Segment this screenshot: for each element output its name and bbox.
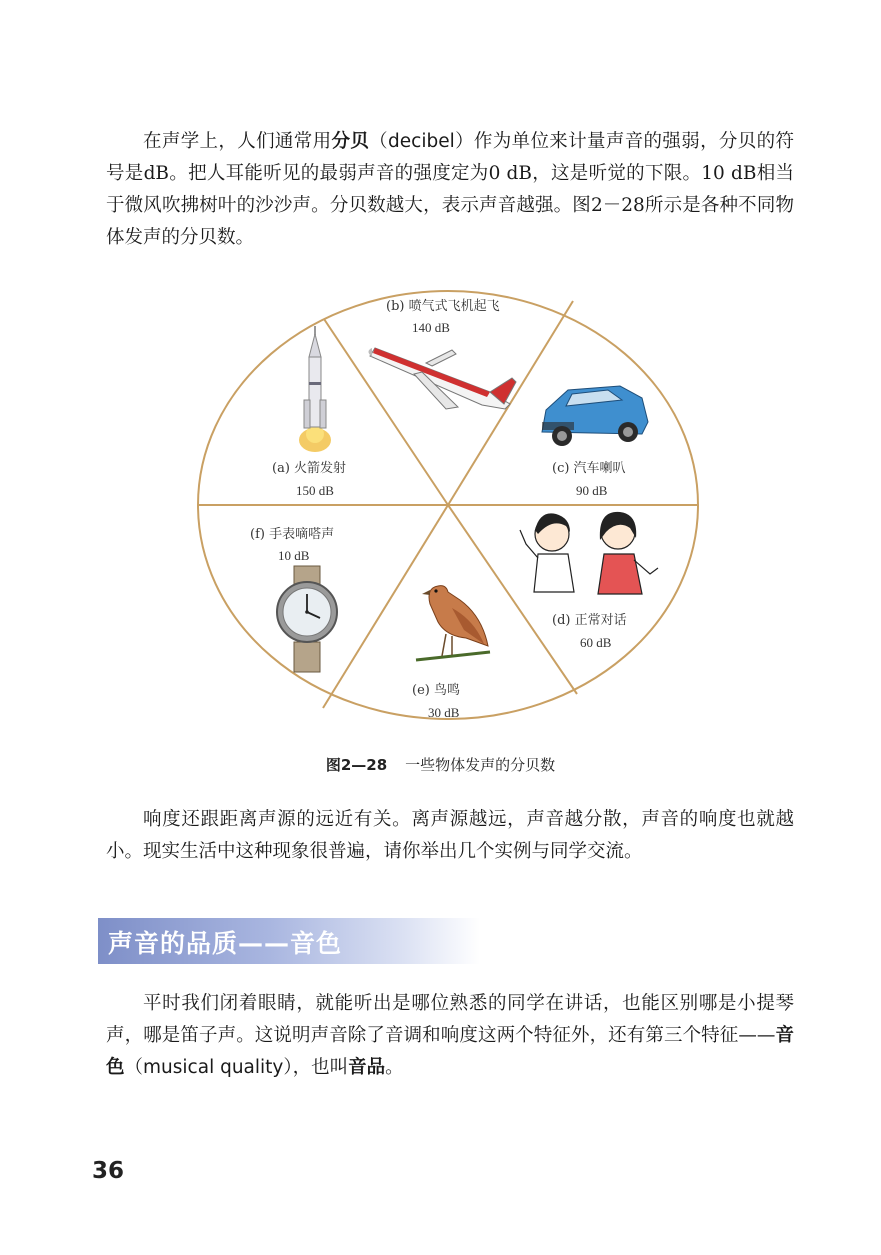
sector-value-watch: 10 dB — [278, 548, 310, 563]
figure-caption-text: 一些物体发声的分贝数 — [405, 756, 556, 774]
timbre-paragraph — [106, 988, 794, 1084]
sector-label-watch: (f) 手表嘀嗒声 — [250, 527, 335, 542]
decibel-pie-figure — [190, 282, 710, 742]
sector-label-jet: (b) 喷气式飞机起飞 — [386, 299, 500, 314]
section-heading: 声音的品质——音色 — [108, 929, 343, 958]
sector-label-bird: (e) 鸟鸣 — [412, 683, 460, 698]
text: 。 — [385, 1057, 404, 1078]
text: ），也叫 — [283, 1057, 349, 1078]
figure-caption — [0, 754, 881, 775]
term-decibel-en: decibel — [388, 131, 455, 152]
sector-label-conversation: (d) 正常对话 — [552, 613, 627, 628]
text: 在声学上，人们通常用 — [143, 131, 332, 152]
text: ）作为单位来计量声音的强弱，分贝的符号是dB。把人耳能听见的最弱声音的强度定为0 dB，这是听觉的下限。10 dB相当于微风吹拂树叶的沙沙声。分贝数越大，表示声音越强。图2－28所示是各种不同物体发声的分贝数。 — [106, 131, 794, 248]
sector-value-car: 90 dB — [576, 483, 608, 498]
term-timbre-zh: 音色 — [106, 1025, 794, 1078]
pie-diagram — [190, 282, 710, 742]
sector-label-car: (c) 汽车喇叭 — [552, 461, 626, 476]
term-timbre-en: musical quality — [143, 1057, 284, 1078]
sector-value-conversation: 60 dB — [580, 635, 612, 650]
sector-value-rocket: 150 dB — [296, 483, 334, 498]
sector-label-rocket: (a) 火箭发射 — [272, 461, 347, 476]
text: （ — [369, 131, 389, 152]
figure-number: 图2—28 — [325, 756, 388, 774]
page-number: 36 — [92, 1158, 125, 1184]
term-yinpin: 音品 — [348, 1057, 386, 1078]
intro-paragraph — [106, 126, 794, 254]
section-heading-bar — [98, 918, 480, 964]
term-decibel-zh: 分贝 — [331, 131, 370, 152]
sector-value-jet: 140 dB — [412, 320, 450, 335]
text: （ — [124, 1057, 144, 1078]
loudness-paragraph: 响度还跟距离声源的远近有关。离声源越远，声音越分散，声音的响度也就越小。现实生活中这种现象很普遍，请你举出几个实例与同学交流。 — [106, 809, 794, 862]
sector-value-bird: 30 dB — [428, 705, 460, 720]
text: 平时我们闭着眼睛，就能听出是哪位熟悉的同学在讲话，也能区别哪是小提琴声，哪是笛子声。这说明声音除了音调和响度这两个特征外，还有第三个特征—— — [106, 993, 794, 1046]
